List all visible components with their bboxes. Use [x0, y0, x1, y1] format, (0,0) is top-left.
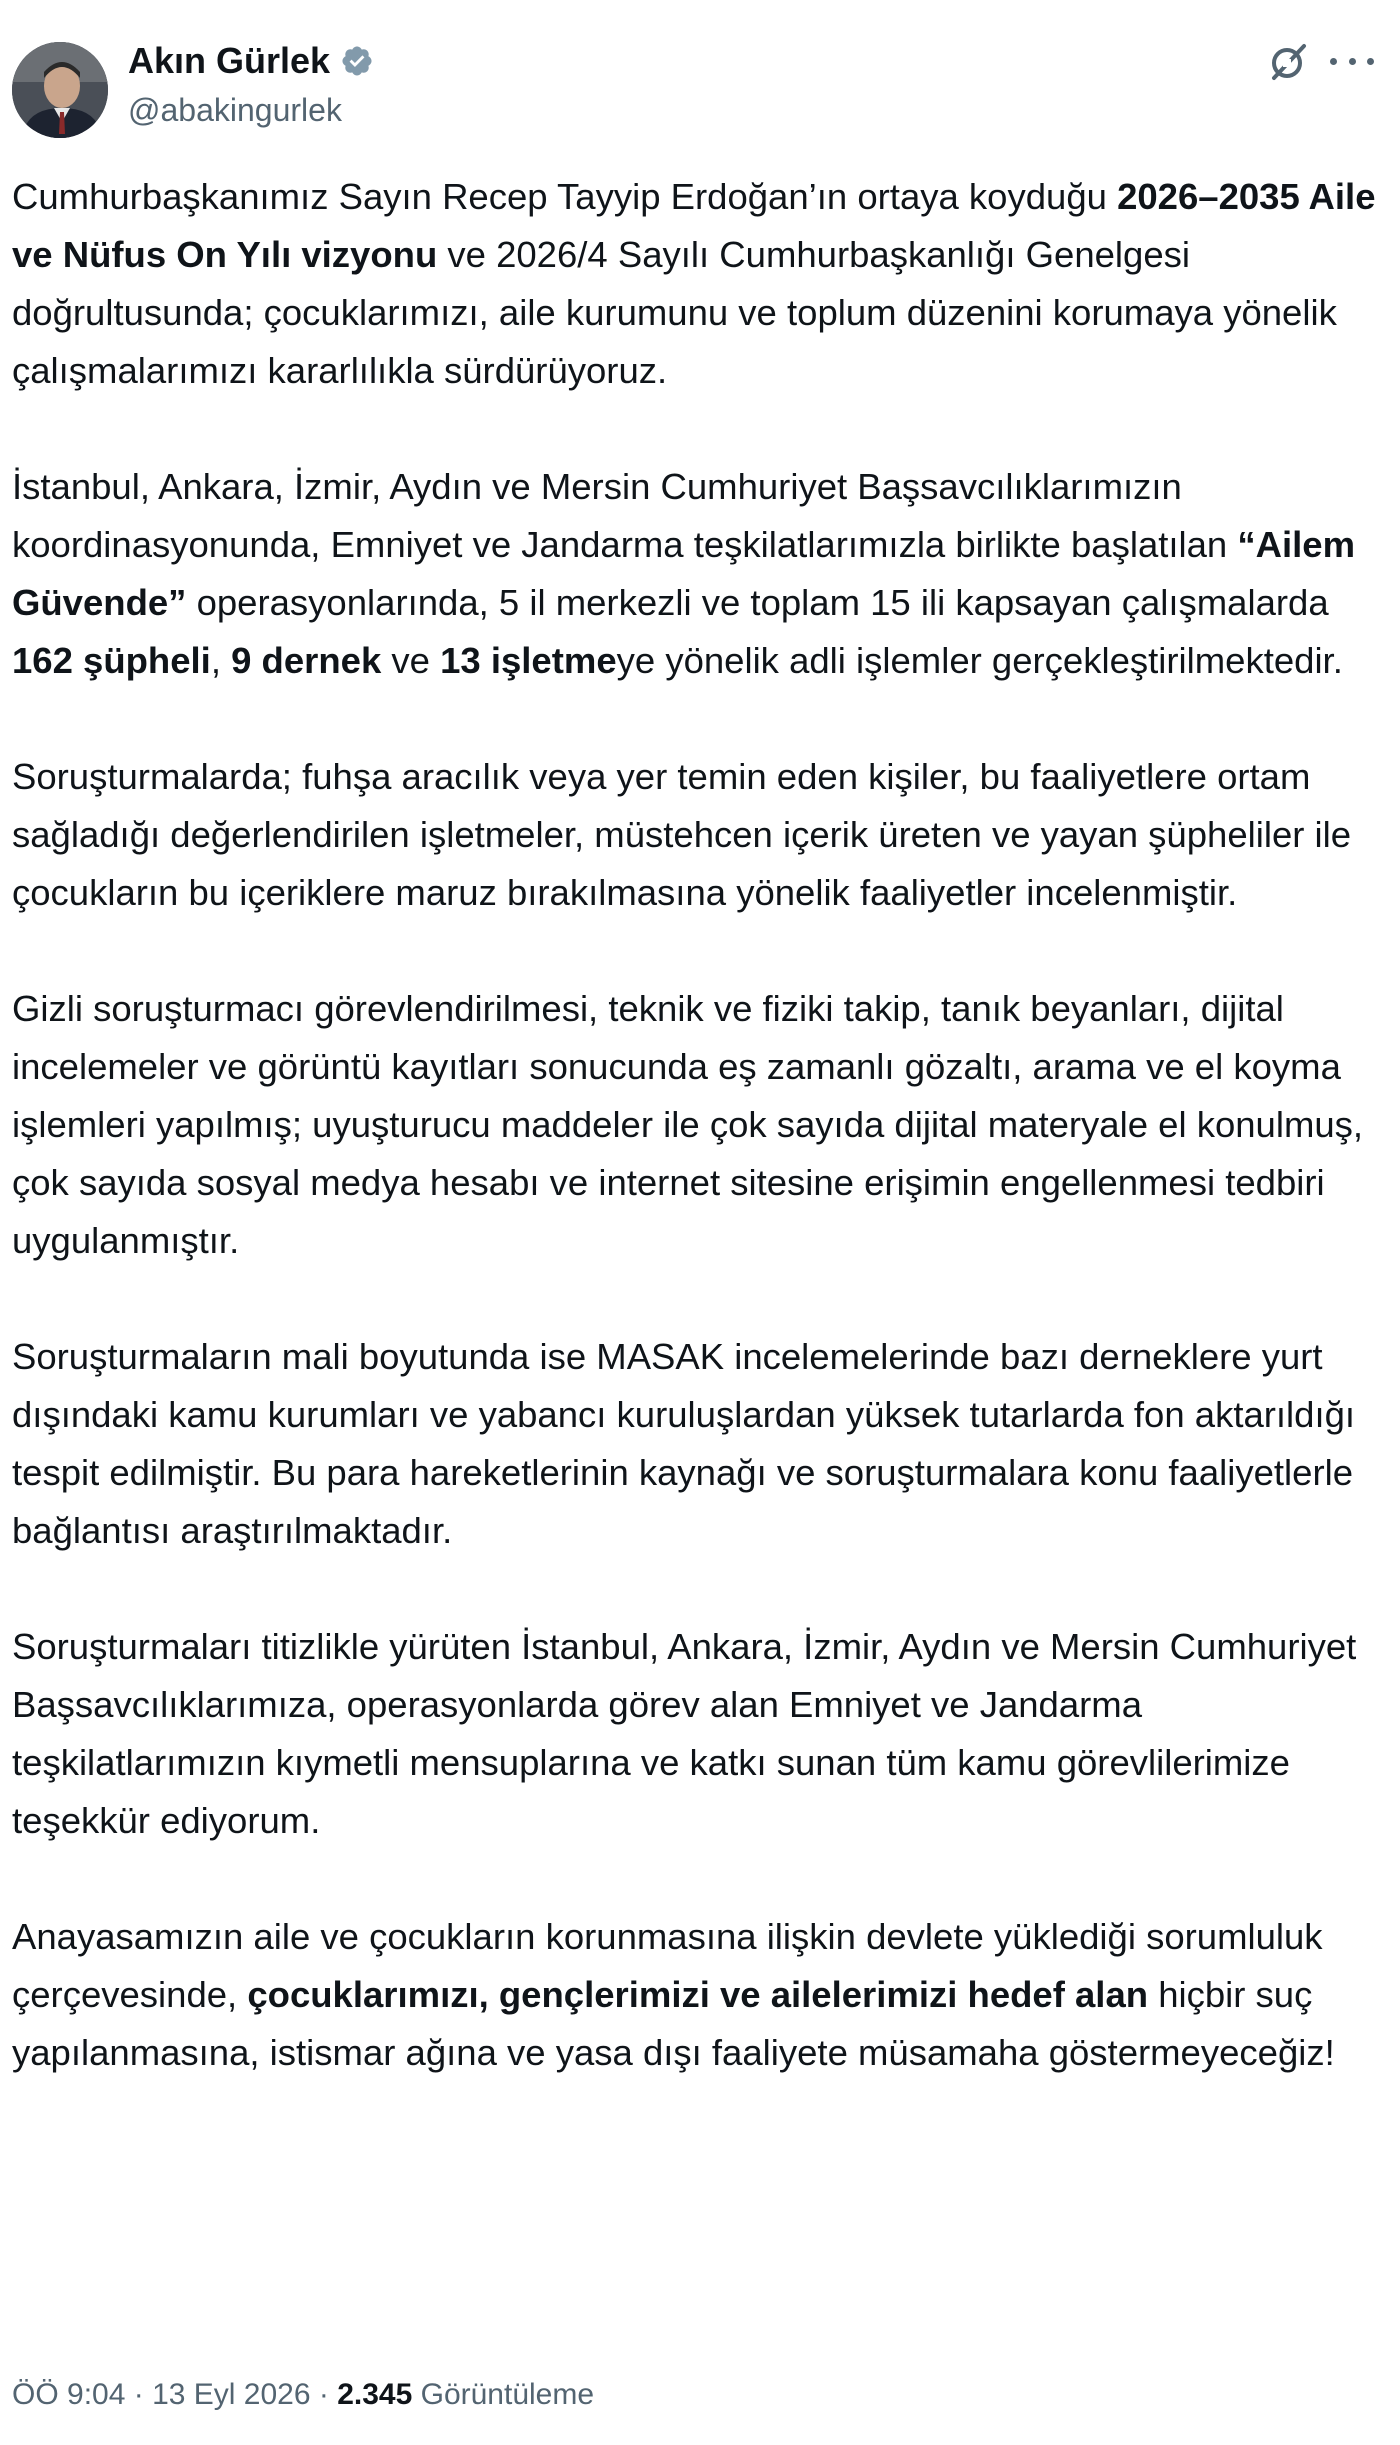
- text-span: İstanbul, Ankara, İzmir, Aydın ve Mersin Cumhuriyet Başsavcılıklarımızın koordinasyonunda, Emniyet ve Jandarma teşkilatlarımızla birlikte başlatılan: [12, 466, 1238, 565]
- grok-icon[interactable]: [1266, 40, 1310, 84]
- tweet-paragraph-1: [12, 168, 1384, 400]
- tweet-time[interactable]: ÖÖ 9:04: [12, 2378, 126, 2411]
- text-span: Anayasamızın aile ve çocukların korunmasına ilişkin devlete yüklediği sorumluluk çerçevesinde,: [12, 1916, 1323, 2015]
- separator: ·: [125, 2378, 153, 2411]
- author-name-row[interactable]: [128, 40, 374, 82]
- tweet-paragraph-7: [12, 1908, 1384, 2082]
- text-span: Cumhurbaşkanımız Sayın Recep Tayyip Erdoğan’ın ortaya koyduğu: [12, 176, 1118, 217]
- bold-span: 162 şüpheli: [12, 640, 211, 681]
- tweet-paragraph-2: [12, 458, 1384, 690]
- more-icon[interactable]: [1330, 46, 1374, 76]
- bold-span: 2026–2035 Aile ve Nüfus On Yılı vizyonu: [12, 176, 1376, 275]
- bold-span: 9 dernek: [231, 640, 382, 681]
- tweet-paragraph-4: Gizli soruşturmacı görevlendirilmesi, teknik ve fiziki takip, tanık beyanları, dijital incelemeler ve görüntü kayıtları sonucunda eş zamanlı gözaltı, arama ve el koyma işlemleri yapılmış; uyuşturucu maddeler ile çok sayıda dijital materyale el konulmuş, çok sayıda sosyal medya hesabı ve internet sitesine erişimin engellenmesi tedbiri uygulanmıştır.: [12, 988, 1364, 1261]
- more-dot: [1349, 58, 1356, 65]
- avatar-image: [12, 42, 108, 138]
- tweet-paragraph-3: Soruşturmalarda; fuhşa aracılık veya yer temin eden kişiler, bu faaliyetlere ortam sağladığı değerlendirilen işletmeler, müstehcen içerik üreten ve yayan şüpheliler ile çocukların bu içeriklere maruz bırakılmasına yönelik faaliyetler incelenmiştir.: [12, 756, 1352, 913]
- bold-span: 13 işletme: [440, 640, 617, 681]
- tweet-meta: [12, 2378, 594, 2412]
- separator: ·: [310, 2378, 338, 2411]
- views-label[interactable]: Görüntüleme: [412, 2378, 595, 2411]
- tweet-text: [12, 168, 1384, 2082]
- bold-span: “Ailem Güvende”: [12, 524, 1356, 623]
- more-dot: [1330, 58, 1337, 65]
- verified-badge-icon: [340, 44, 374, 78]
- tweet-date[interactable]: 13 Eyl 2026: [152, 2378, 311, 2411]
- text-span: ve 2026/4 Sayılı Cumhurbaşkanlığı Genelgesi doğrultusunda; çocuklarımızı, aile kurumunu ve toplum düzenini korumaya yönelik çalışmalarımızı kararlılıkla sürdürüyoruz.: [12, 234, 1337, 391]
- avatar[interactable]: [12, 42, 108, 138]
- more-dot: [1367, 58, 1374, 65]
- author-handle[interactable]: @abakingurlek: [128, 92, 342, 128]
- views-count[interactable]: 2.345: [337, 2378, 413, 2411]
- tweet-paragraph-5: Soruşturmaların mali boyutunda ise MASAK incelemelerinde bazı derneklere yurt dışındaki kamu kurumları ve yabancı kuruluşlardan yüksek tutarlarda fon aktarıldığı tespit edilmiştir. Bu para hareketlerinin kaynağı ve soruşturmalara konu faaliyetlerle bağlantısı araştırılmaktadır.: [12, 1336, 1356, 1551]
- text-span: ye yönelik adli işlemler gerçekleştirilmektedir.: [616, 640, 1343, 681]
- tweet-header: [0, 0, 1400, 150]
- text-span: operasyonlarında, 5 il merkezli ve toplam 15 ili kapsayan çalışmalarda: [186, 582, 1329, 623]
- tweet-paragraph-6: Soruşturmaları titizlikle yürüten İstanbul, Ankara, İzmir, Aydın ve Mersin Cumhuriyet Başsavcılıklarımıza, operasyonlarda görev alan Emniyet ve Jandarma teşkilatlarımızın kıymetli mensuplarına ve katkı sunan tüm kamu görevlilerimize teşekkür ediyorum.: [12, 1626, 1357, 1841]
- text-span: hiçbir suç yapılanmasına, istismar ağına ve yasa dışı faaliyete müsamaha göstermeyeceğiz!: [12, 1974, 1335, 2073]
- author-name[interactable]: Akın Gürlek: [128, 40, 331, 81]
- bold-span: çocuklarımızı, gençlerimizi ve ailelerimizi hedef alan: [247, 1974, 1149, 2015]
- text-span: ,: [210, 640, 232, 681]
- text-span: ve: [381, 640, 441, 681]
